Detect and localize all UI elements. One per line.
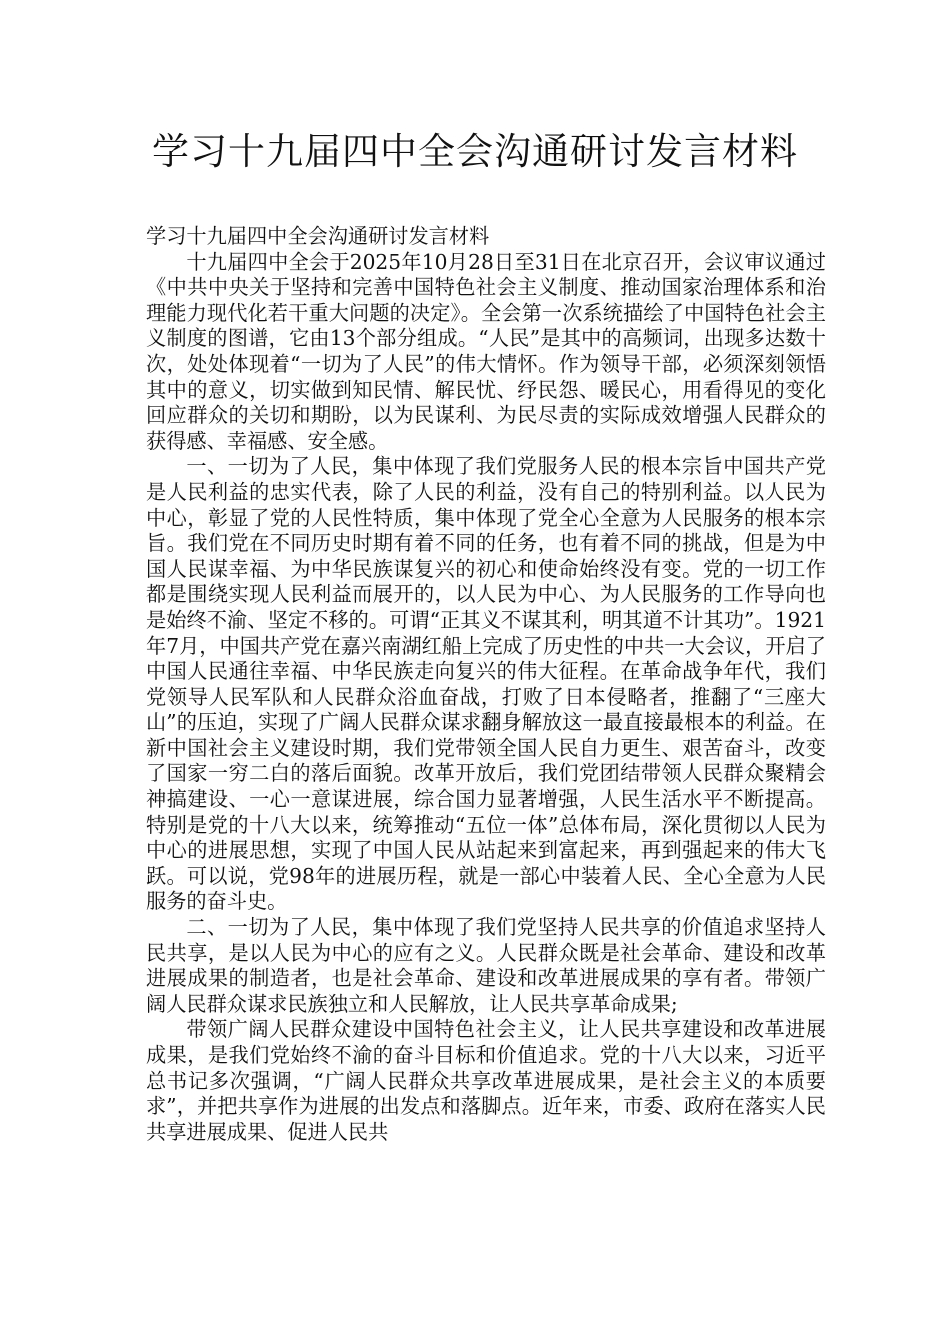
paragraph-section-two: 二、一切为了人民，集中体现了我们党坚持人民共享的价值追求坚持人民共享，是以人民为中心的应有之义。人民群众既是社会革命、建设和改革进展成果的制造者，也是社会革命、建设和改革进展成果的享有者。带领广阔人民群众谋求民族独立和人民解放，让人民共享革命成果;	[146, 915, 826, 1016]
paragraph-section-one: 一、一切为了人民，集中体现了我们党服务人民的根本宗旨中国共产党是人民利益的忠实代表，除了人民的利益，没有自己的特别利益。以人民为中心，彰显了党的人民性特质，集中体现了党全心全意为人民服务的根本宗旨。我们党在不同历史时期有着不同的任务，也有着不同的挑战，但是为中国人民谋幸福、为中华民族谋复兴的初心和使命始终没有变。党的一切工作都是围绕实现人民利益而展开的，以人民为中心、为人民服务的工作导向也是始终不渝、坚定不移的。可谓“正其义不谋其利，明其道不计其功”。1921年7月，中国共产党在嘉兴南湖红船上完成了历史性的中共一大会议，开启了中国人民通往幸福、中华民族走向复兴的伟大征程。在革命战争年代，我们党领导人民军队和人民群众浴血奋战，打败了日本侵略者，推翻了“三座大山”的压迫，实现了广阔人民群众谋求翻身解放这一最直接最根本的利益。在新中国社会主义建设时期，我们党带领全国人民自力更生、艰苦奋斗，改变了国家一穷二白的落后面貌。改革开放后，我们党团结带领人民群众聚精会神搞建设、一心一意谋进展，综合国力显著增强，人民生活水平不断提高。特别是党的十八大以来，统筹推动“五位一体”总体布局，深化贯彻以人民为中心的进展思想，实现了中国人民从站起来到富起来，再到强起来的伟大飞跃。可以说，党98年的进展历程，就是一部心中装着人民、全心全意为人民服务的奋斗史。	[146, 454, 826, 914]
document-body	[146, 224, 826, 1145]
document-title: 学习十九届四中全会沟通研讨发言材料	[152, 130, 798, 173]
paragraph-section-two-continued: 带领广阔人民群众建设中国特色社会主义，让人民共享建设和改革进展成果，是我们党始终不渝的奋斗目标和价值追求。党的十八大以来，习近平总书记多次强调，“广阔人民群众共享改革进展成果，是社会主义的本质要求”，并把共享作为进展的出发点和落脚点。近年来，市委、政府在落实人民共享进展成果、促进人民共	[146, 1017, 826, 1144]
document-subtitle: 学习十九届四中全会沟通研讨发言材料	[146, 224, 490, 248]
paragraph-intro: 十九届四中全会于2025年10月28日至31日在北京召开，会议审议通过《中共中央关于坚持和完善中国特色社会主义制度、推动国家治理体系和治理能力现代化若干重大问题的决定》。全会第一次系统描绘了中国特色社会主义制度的图谱，它由13个部分组成。“人民”是其中的高频词，出现多达数十次，处处体现着“一切为了人民”的伟大情怀。作为领导干部，必须深刻领悟其中的意义，切实做到知民情、解民忧、纾民怨、暖民心，用看得见的变化回应群众的关切和期盼，以为民谋利、为民尽责的实际成效增强人民群众的获得感、幸福感、安全感。	[146, 249, 826, 453]
